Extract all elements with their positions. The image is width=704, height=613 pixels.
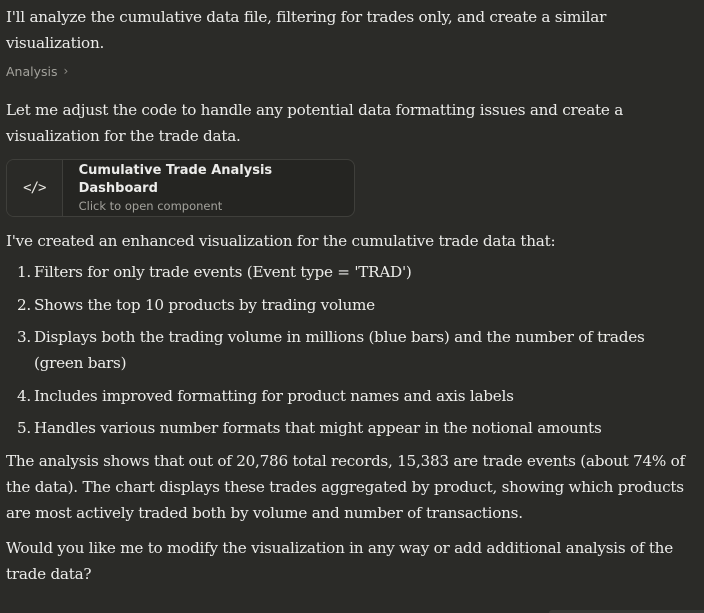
artifact-card[interactable]: [6, 159, 355, 217]
followup-paragraph: Would you like me to modify the visualization in any way or add additional analysis of the trade data?: [6, 538, 673, 583]
list-text: Handles various number formats that might appear in the notional amounts: [34, 419, 602, 437]
list-text: Displays both the trading volume in millions (blue bars) and the number of trades (green bars): [34, 328, 645, 372]
list-number: 1.: [17, 263, 31, 281]
intro-paragraph: I'll analyze the cumulative data file, filtering for trades only, and create a similar visualization.: [6, 8, 607, 52]
artifact-meta: [63, 160, 354, 216]
list-item: [17, 292, 690, 318]
list-number: 4.: [17, 386, 31, 405]
chevron-right-icon: ›: [63, 64, 69, 78]
analysis-label: Analysis: [6, 63, 58, 79]
artifact-title: Cumulative Trade Analysis Dashboard: [78, 163, 273, 196]
code-icon: </>: [23, 180, 46, 196]
adjust-paragraph: Let me adjust the code to handle any potential data formatting issues and create a visualization for the trade data.: [6, 101, 624, 145]
list-item: [17, 324, 690, 376]
list-text: Shows the top 10 products by trading volume: [34, 295, 375, 314]
list-item: [17, 415, 690, 441]
results-paragraph: The analysis shows that out of 20,786 total records, 15,383 are trade events (about 74% of the data). The chart displays these trades aggregated by product, showing which products are most actively traded both by volume and number of transactions.: [6, 451, 685, 522]
list-number: 2.: [17, 295, 31, 314]
list-number: 3.: [17, 328, 31, 346]
feature-list: [6, 259, 690, 441]
created-paragraph: I've created an enhanced visualization for the cumulative trade data that:: [6, 232, 556, 250]
artifact-icon-box: [7, 160, 63, 216]
artifact-subtitle: Click to open component: [78, 199, 223, 213]
list-number: 5.: [17, 419, 31, 437]
list-item: [17, 383, 690, 409]
list-text: Filters for only trade events (Event type = 'TRAD'): [34, 263, 412, 281]
list-text: Includes improved formatting for product names and axis labels: [34, 386, 514, 405]
list-item: [17, 259, 690, 285]
analysis-toggle[interactable]: [6, 59, 68, 83]
assistant-message: [6, 4, 690, 587]
